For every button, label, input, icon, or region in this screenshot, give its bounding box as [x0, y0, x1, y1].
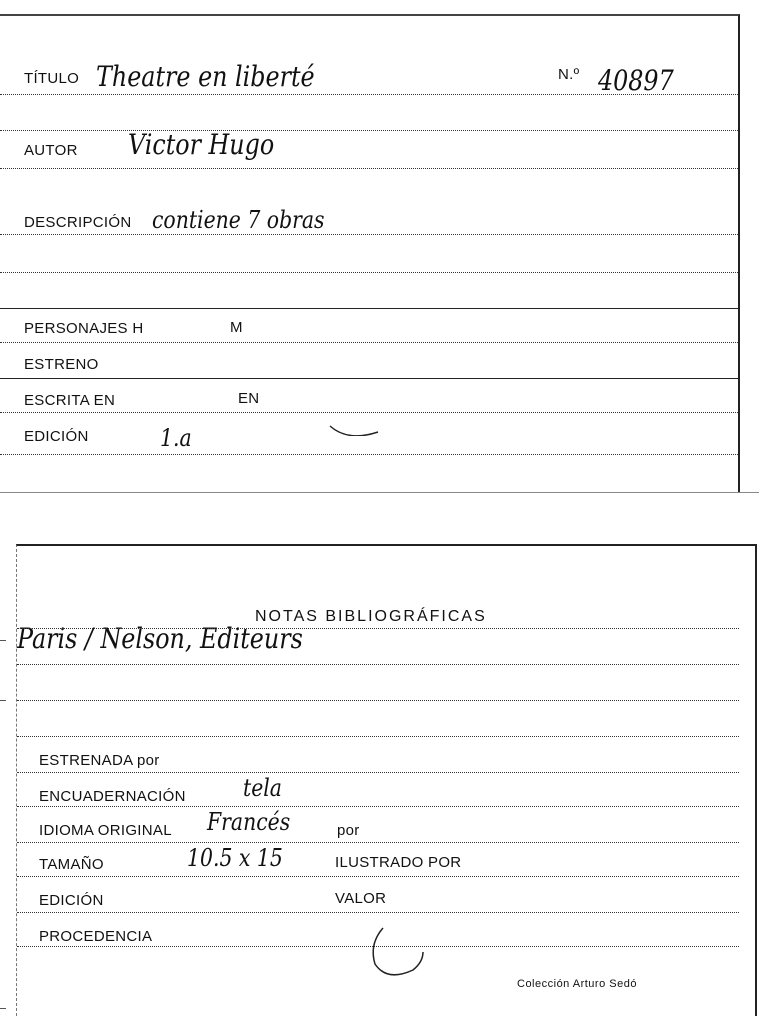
numero-label: N.º: [558, 66, 580, 83]
edicion-label: EDICIÓN: [39, 892, 104, 909]
row-line: [17, 628, 739, 629]
escrita-label: ESCRITA EN: [24, 392, 116, 409]
row-line: [0, 130, 738, 131]
catalog-card-bottom: [16, 544, 757, 1016]
titulo-value: Theatre en liberté: [96, 60, 315, 93]
encuadernacion-value: tela: [243, 774, 282, 802]
procedencia-label: PROCEDENCIA: [39, 928, 153, 945]
edicion-label: EDICIÓN: [24, 428, 89, 445]
row-line: [0, 308, 738, 309]
coleccion-label: Colección Arturo Sedó: [517, 978, 637, 990]
estrenada-label: ESTRENADA por: [39, 752, 160, 769]
tamano-label: TAMAÑO: [39, 856, 104, 873]
idioma-label: IDIOMA ORIGINAL: [39, 822, 172, 839]
row-line: [0, 454, 738, 455]
ilustrado-label: ILUSTRADO POR: [335, 854, 462, 871]
row-line: [0, 234, 738, 235]
titulo-label: TÍTULO: [24, 70, 80, 87]
personajes-label: PERSONAJES H: [24, 320, 144, 337]
personajes-m-label: M: [230, 319, 243, 336]
row-line: [17, 806, 739, 807]
row-line: [17, 876, 739, 877]
escrita-en-label: EN: [238, 390, 260, 407]
punch-hole-mark: [326, 396, 390, 436]
numero-value: 40897: [598, 64, 674, 97]
descripcion-value: contiene 7 obras: [152, 206, 325, 234]
edicion-value: 1.a: [160, 424, 192, 452]
edge-mark: [0, 640, 6, 641]
idioma-por-label: por: [337, 822, 360, 839]
row-line: [17, 700, 739, 701]
notas-title: NOTAS BIBLIOGRÁFICAS: [255, 608, 487, 625]
idioma-value: Francés: [207, 808, 291, 836]
tamano-value: 10.5 x 15: [187, 844, 283, 872]
encuadernacion-label: ENCUADERNACIÓN: [39, 788, 186, 805]
notas-value: Paris / Nelson, Editeurs: [17, 622, 303, 655]
edge-mark: [0, 1008, 6, 1009]
autor-value: Victor Hugo: [128, 128, 275, 161]
row-line: [17, 842, 739, 843]
estreno-label: ESTRENO: [24, 356, 99, 373]
punch-hole-mark: [365, 922, 429, 984]
row-line: [0, 378, 738, 379]
edge-mark: [0, 700, 6, 701]
row-line: [0, 342, 738, 343]
catalog-card-top: [0, 14, 740, 492]
autor-label: AUTOR: [24, 142, 78, 159]
card-divider: [0, 492, 759, 493]
descripcion-label: DESCRIPCIÓN: [24, 214, 132, 231]
row-line: [0, 272, 738, 273]
row-line: [17, 772, 739, 773]
valor-label: VALOR: [335, 890, 387, 907]
row-line: [0, 168, 738, 169]
row-line: [17, 664, 739, 665]
row-line: [17, 736, 739, 737]
row-line: [17, 912, 739, 913]
